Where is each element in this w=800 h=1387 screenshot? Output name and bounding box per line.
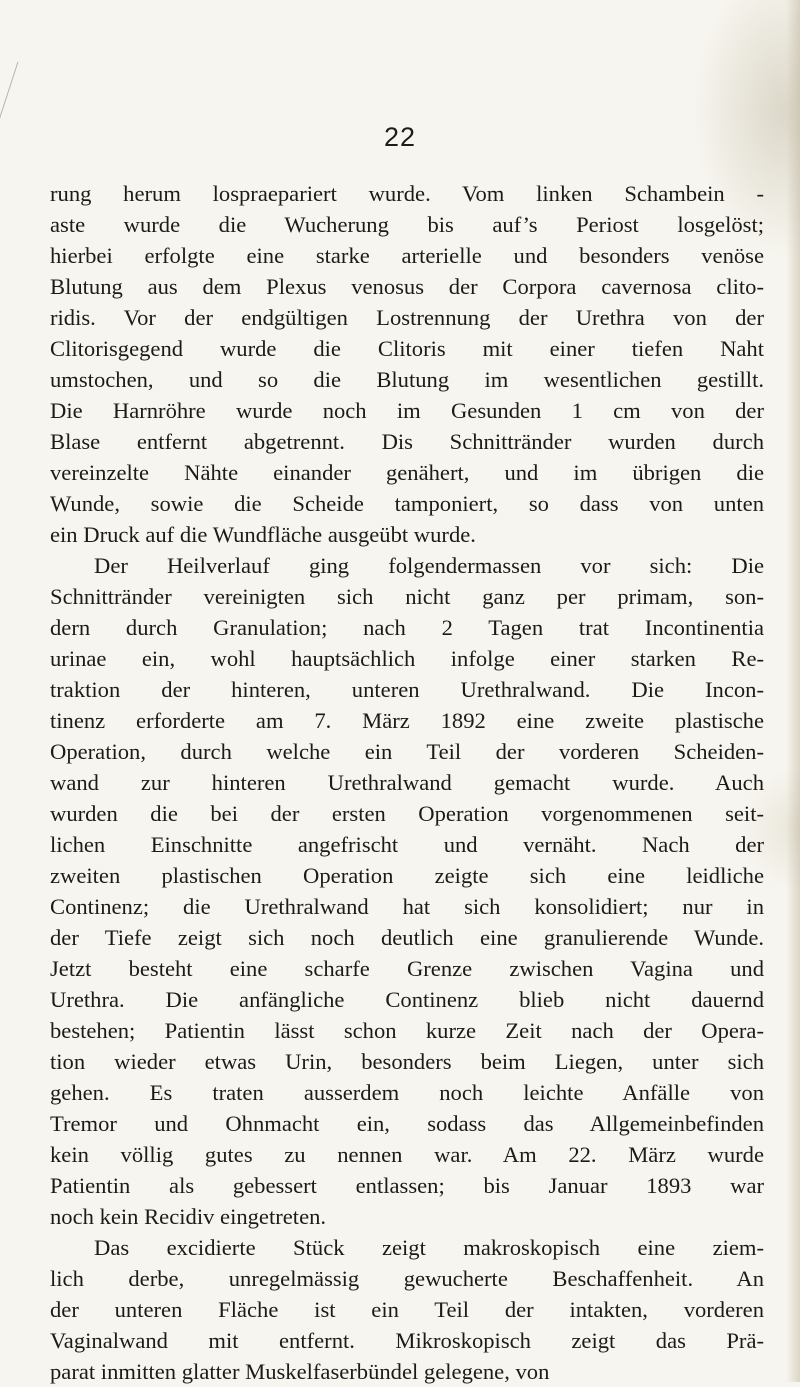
page-edge-shadow bbox=[786, 0, 800, 1382]
text-line: aste wurde die Wucherung bis auf’s Periost losgelöst; bbox=[50, 212, 764, 237]
text-line: rung herum lospraepariert wurde. Vom linken Schambein - bbox=[50, 181, 764, 206]
text-line: hierbei erfolgte eine starke arterielle und besonders venöse bbox=[50, 243, 764, 268]
text-line: Clitorisgegend wurde die Clitoris mit einer tiefen Naht bbox=[50, 336, 764, 361]
text-line: zweiten plastischen Operation zeigte sich eine leidliche bbox=[50, 863, 764, 888]
text-line: Blase entfernt abgetrennt. Dis Schnittränder wurden durch bbox=[50, 429, 764, 454]
text-line: urinae ein, wohl hauptsächlich infolge einer starken Re- bbox=[50, 646, 764, 671]
text-line: bestehen; Patientin lässt schon kurze Zeit nach der Opera- bbox=[50, 1018, 764, 1043]
paragraph bbox=[50, 550, 764, 1232]
text-line: noch kein Recidiv eingetreten. bbox=[50, 1204, 327, 1229]
text-line: Tremor und Ohnmacht ein, sodass das Allgemeinbefinden bbox=[50, 1111, 764, 1136]
text-line: Die Harnröhre wurde noch im Gesunden 1 cm von der bbox=[50, 398, 764, 423]
text-line: Urethra. Die anfängliche Continenz blieb nicht dauernd bbox=[50, 987, 764, 1012]
text-line: lich derbe, unregelmässig gewucherte Beschaffenheit. An bbox=[50, 1266, 764, 1291]
paragraph bbox=[50, 1232, 764, 1387]
text-line: tinenz erforderte am 7. März 1892 eine zweite plastische bbox=[50, 708, 764, 733]
text-line: Blutung aus dem Plexus venosus der Corpora cavernosa clito- bbox=[50, 274, 764, 299]
text-line: traktion der hinteren, unteren Urethralwand. Die Incon- bbox=[50, 677, 764, 702]
text-line: wurden die bei der ersten Operation vorgenommenen seit- bbox=[50, 801, 764, 826]
text-line: Operation, durch welche ein Teil der vorderen Scheiden- bbox=[50, 739, 764, 764]
page-number: 22 bbox=[383, 122, 417, 152]
text-line: ein Druck auf die Wundfläche ausgeübt wurde. bbox=[50, 522, 476, 547]
text-line: parat inmitten glatter Muskelfaserbündel gelegene, von bbox=[50, 1359, 550, 1384]
text-line: Das excidierte Stück zeigt makroskopisch eine ziem- bbox=[94, 1235, 764, 1260]
text-line: Continenz; die Urethralwand hat sich konsolidiert; nur in bbox=[50, 894, 764, 919]
text-line: Patientin als gebessert entlassen; bis Januar 1893 war bbox=[50, 1173, 764, 1198]
text-line: tion wieder etwas Urin, besonders beim Liegen, unter sich bbox=[50, 1049, 764, 1074]
text-line: dern durch Granulation; nach 2 Tagen trat Incontinentia bbox=[50, 615, 764, 640]
text-line: wand zur hinteren Urethralwand gemacht wurde. Auch bbox=[50, 770, 764, 795]
body-text bbox=[50, 178, 764, 1387]
text-line: Wunde, sowie die Scheide tamponiert, so dass von unten bbox=[50, 491, 764, 516]
text-line: ridis. Vor der endgültigen Lostrennung der Urethra von der bbox=[50, 305, 764, 330]
text-line: Jetzt besteht eine scharfe Grenze zwischen Vagina und bbox=[50, 956, 764, 981]
text-line: gehen. Es traten ausserdem noch leichte Anfälle von bbox=[50, 1080, 764, 1105]
text-line: kein völlig gutes zu nennen war. Am 22. März wurde bbox=[50, 1142, 764, 1167]
margin-mark bbox=[0, 62, 38, 120]
text-line: vereinzelte Nähte einander genähert, und im übrigen die bbox=[50, 460, 764, 485]
text-line: der unteren Fläche ist ein Teil der intakten, vorderen bbox=[50, 1297, 764, 1322]
text-line: Der Heilverlauf ging folgendermassen vor sich: Die bbox=[94, 553, 764, 578]
text-line: Vaginalwand mit entfernt. Mikroskopisch zeigt das Prä- bbox=[50, 1328, 764, 1353]
text-line: lichen Einschnitte angefrischt und vernäht. Nach der bbox=[50, 832, 764, 857]
text-line: Schnittränder vereinigten sich nicht ganz per primam, son- bbox=[50, 584, 764, 609]
paragraph bbox=[50, 178, 764, 550]
text-line: der Tiefe zeigt sich noch deutlich eine granulierende Wunde. bbox=[50, 925, 764, 950]
text-line: umstochen, und so die Blutung im wesentlichen gestillt. bbox=[50, 367, 764, 392]
